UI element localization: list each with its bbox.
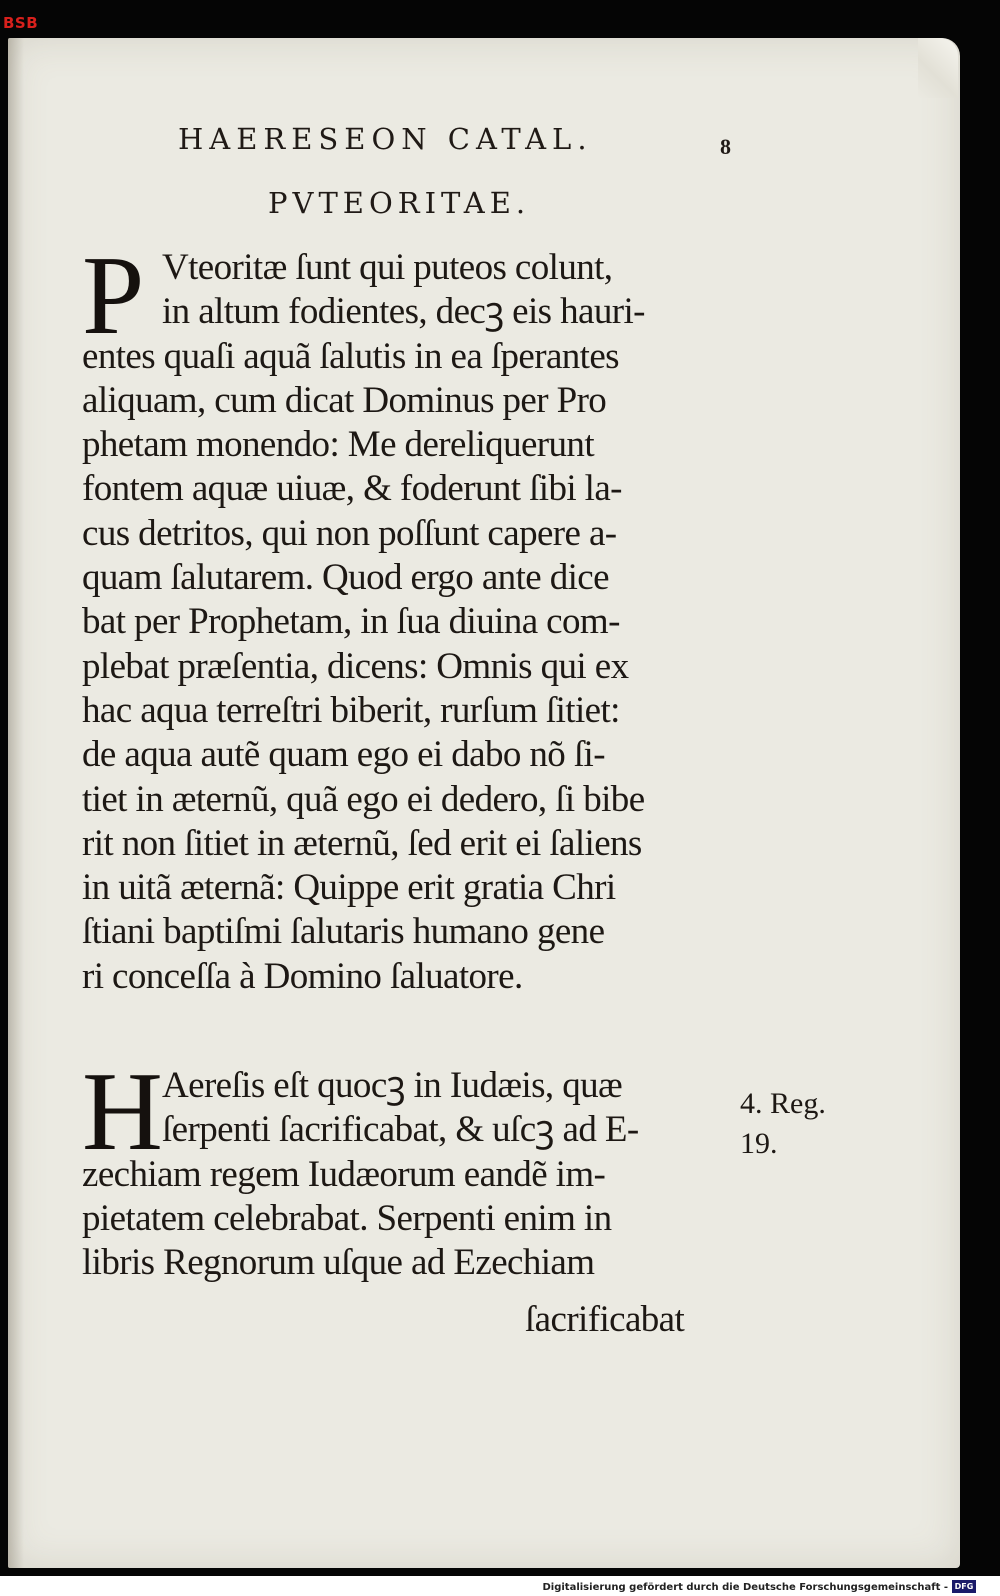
text-line: hac aqua terreſtri biberit, rurſum ſitiet:	[82, 689, 620, 731]
text-line: bat per Prophetam, in ſua diuina com-	[82, 601, 620, 643]
paragraph-puteoritae	[82, 234, 732, 999]
text-line: Vteoritæ ſunt qui puteos colunt,	[162, 247, 613, 288]
section-title: PVTEORITAE.	[268, 186, 531, 220]
text-line: aliquam, cum dicat Dominus per Pro	[82, 379, 607, 421]
text-line: de aqua autẽ quam ego ei dabo nõ ſi-	[82, 734, 605, 776]
margin-note-chapter: 19.	[740, 1127, 778, 1160]
dropcap: P	[82, 234, 145, 358]
text-line: entes quaſi aquã ſalutis in ea ſperantes	[82, 335, 619, 377]
page-number: 8	[720, 134, 731, 159]
text-line: zechiam regem Iudæorum eandẽ im-	[82, 1153, 606, 1195]
text-line: libris Regnorum uſque ad Ezechiam	[82, 1242, 595, 1284]
text-line: rit non ſitiet in æternũ, ſed erit ei ſaliens	[82, 822, 642, 864]
text-line: in altum fodientes, decꝫ eis hauri-	[162, 291, 645, 333]
catchword: ſacrificabat	[525, 1299, 685, 1340]
text-line: in uitã æternã: Quippe erit gratia Chri	[82, 867, 616, 909]
text-line: cus detritos, qui non poſſunt capere a-	[82, 512, 617, 554]
running-head: HAERESEON CATAL.	[178, 122, 593, 156]
text-line: Aereſis eſt quocꝫ in Iudæis, quæ	[162, 1065, 623, 1106]
text-line: quam ſalutarem. Quod ergo ante dice	[82, 557, 609, 599]
page-corner-fold	[918, 38, 958, 98]
dfg-logo: DFG	[952, 1580, 976, 1593]
margin-note-reference: 4. Reg.	[740, 1087, 826, 1120]
gutter-shadow	[8, 38, 24, 1568]
text-line: plebat præſentia, dicens: Omnis qui ex	[82, 645, 629, 687]
text-line: ſerpenti ſacrificabat, & uſcꝫ ad E-	[162, 1109, 639, 1151]
text-line: ri conceſſa à Domino ſaluatore.	[82, 955, 523, 997]
text-line: fontem aquæ uiuæ, & foderunt ſibi la-	[82, 468, 622, 510]
text-line: tiet in æternũ, quã ego ei dedero, ſi bibe	[82, 778, 645, 820]
library-mark: BSB	[3, 14, 39, 32]
funding-credit: Digitalisierung gefördert durch die Deutsche Forschungsgemeinschaft -	[542, 1582, 948, 1593]
text-line: phetam monendo: Me dereliquerunt	[82, 424, 595, 466]
dropcap: H	[82, 1050, 163, 1174]
paragraph-serpent-heresy	[82, 1050, 732, 1285]
text-line: ſtiani baptiſmi ſalutaris humano gene	[82, 911, 605, 953]
text-line: pietatem celebrabat. Serpenti enim in	[82, 1197, 612, 1239]
footer-bar	[0, 1576, 1000, 1596]
